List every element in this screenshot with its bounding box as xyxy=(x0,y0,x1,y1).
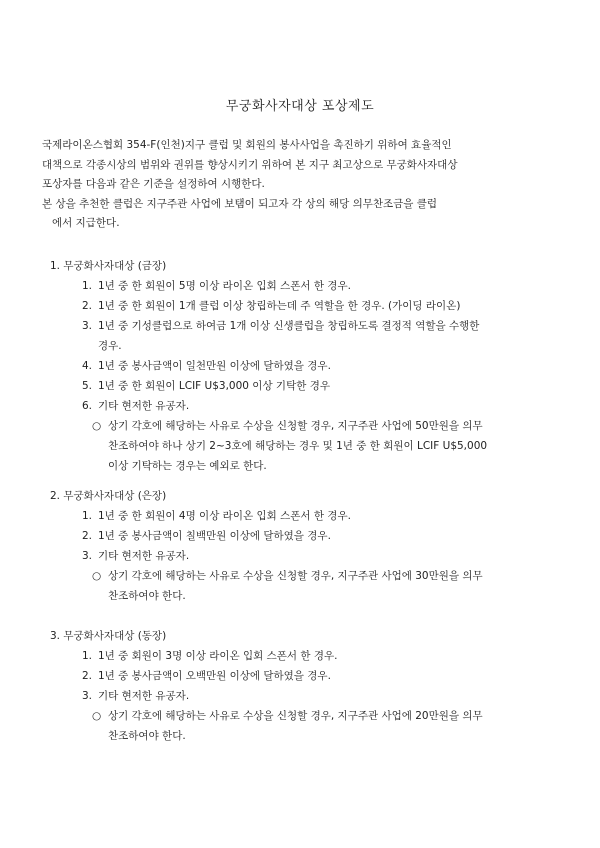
circle-bullet-icon: ○ xyxy=(92,420,102,432)
note-text: 찬조하여야 한다. xyxy=(108,730,186,742)
note-item xyxy=(50,566,570,586)
note-item xyxy=(50,416,570,436)
section-bronze xyxy=(50,626,570,746)
note-item-continuation xyxy=(50,586,570,606)
intro-line: 본 상을 추천한 클럽은 지구주관 사업에 보탬이 되고자 각 상의 해당 의무찬조금을 클럽 xyxy=(42,197,438,210)
page-title: 무궁화사자대상 포상제도 xyxy=(225,99,375,114)
section-silver xyxy=(50,486,570,606)
item-text: 1년 중 봉사금액이 오백만원 이상에 달하였을 경우. xyxy=(98,670,331,682)
item-number: 2. xyxy=(81,300,92,312)
list-item xyxy=(50,686,570,706)
note-item-continuation xyxy=(50,436,570,456)
item-number: 1. xyxy=(81,650,92,662)
section-heading: 1. 무궁화사자대상 (금장) xyxy=(50,260,167,272)
item-text: 기타 현저한 유공자. xyxy=(98,690,190,702)
intro-text xyxy=(42,136,572,234)
list-item xyxy=(50,276,570,296)
note-text: 상기 각호에 해당하는 사유로 수상을 신청할 경우, 지구주관 사업에 50만원을 의무 xyxy=(108,420,483,432)
note-text: 찬조하여야 하나 상기 2~3호에 해당하는 경우 및 1년 중 한 회원이 LCIF U$5,000 xyxy=(108,440,488,452)
list-item xyxy=(50,546,570,566)
list-item xyxy=(50,296,570,316)
list-item xyxy=(50,396,570,416)
item-number: 2. xyxy=(81,530,92,542)
item-text: 1년 중 한 회원이 LCIF U$3,000 이상 기탁한 경우 xyxy=(98,380,330,392)
circle-bullet-icon: ○ xyxy=(92,570,102,582)
item-number: 5. xyxy=(81,380,92,392)
note-text: 이상 기탁하는 경우는 예외로 한다. xyxy=(108,460,267,472)
item-number: 2. xyxy=(81,670,92,682)
item-text: 1년 중 한 회원이 1개 클럽 이상 창립하는데 주 역할을 한 경우. (가이딩 라이온) xyxy=(98,300,461,312)
item-text: 1년 중 회원이 3명 이상 라이온 입회 스폰서 한 경우. xyxy=(98,650,338,662)
intro-line: 국제라이온스협회 354-F(인천)지구 클럽 및 회원의 봉사사업을 촉진하기 위하여 효율적인 xyxy=(42,139,452,151)
note-text: 상기 각호에 해당하는 사유로 수상을 신청할 경우, 지구주관 사업에 30만원을 의무 xyxy=(108,570,483,582)
note-item xyxy=(50,706,570,726)
note-item-continuation xyxy=(50,456,570,476)
note-item-continuation xyxy=(50,726,570,746)
list-item xyxy=(50,506,570,526)
item-text: 기타 현저한 유공자. xyxy=(98,550,190,562)
item-number: 4. xyxy=(81,360,92,372)
list-item xyxy=(50,526,570,546)
item-number: 6. xyxy=(81,400,92,412)
section-heading: 3. 무궁화사자대상 (동장) xyxy=(50,630,167,642)
section-gold xyxy=(50,256,570,476)
item-text: 1년 중 기성클럽으로 하여금 1개 이상 신생클럽을 창립하도록 결정적 역할을 수행한 xyxy=(98,320,480,332)
intro-line: 대책으로 각종시상의 범위와 권위를 향상시키기 위하여 본 지구 최고상으로 무궁화사자대상 xyxy=(42,158,458,171)
circle-bullet-icon: ○ xyxy=(92,710,102,722)
item-number: 1. xyxy=(81,510,92,522)
list-item xyxy=(50,376,570,396)
item-number: 1. xyxy=(81,280,92,292)
item-number: 3. xyxy=(81,320,92,332)
item-number: 3. xyxy=(81,550,92,562)
intro-line: 포상자를 다음과 같은 기준을 설정하여 시행한다. xyxy=(42,178,265,190)
list-item-continuation xyxy=(50,336,570,356)
item-text: 기타 현저한 유공자. xyxy=(98,400,190,412)
section-heading: 2. 무궁화사자대상 (은장) xyxy=(50,490,167,502)
list-item xyxy=(50,666,570,686)
item-number: 3. xyxy=(81,690,92,702)
note-text: 찬조하여야 한다. xyxy=(108,590,186,602)
item-text: 경우. xyxy=(98,340,122,352)
item-text: 1년 중 한 회원이 5명 이상 라이온 입회 스폰서 한 경우. xyxy=(98,280,351,292)
list-item xyxy=(50,356,570,376)
list-item xyxy=(50,316,570,336)
item-text: 1년 중 봉사금액이 일천만원 이상에 달하였을 경우. xyxy=(98,360,331,372)
item-text: 1년 중 봉사금액이 칠백만원 이상에 달하였을 경우. xyxy=(98,530,331,542)
intro-line: 에서 지급한다. xyxy=(52,217,120,229)
note-text: 상기 각호에 해당하는 사유로 수상을 신청할 경우, 지구주관 사업에 20만원을 의무 xyxy=(108,710,483,722)
item-text: 1년 중 한 회원이 4명 이상 라이온 입회 스폰서 한 경우. xyxy=(98,510,351,522)
list-item xyxy=(50,646,570,666)
